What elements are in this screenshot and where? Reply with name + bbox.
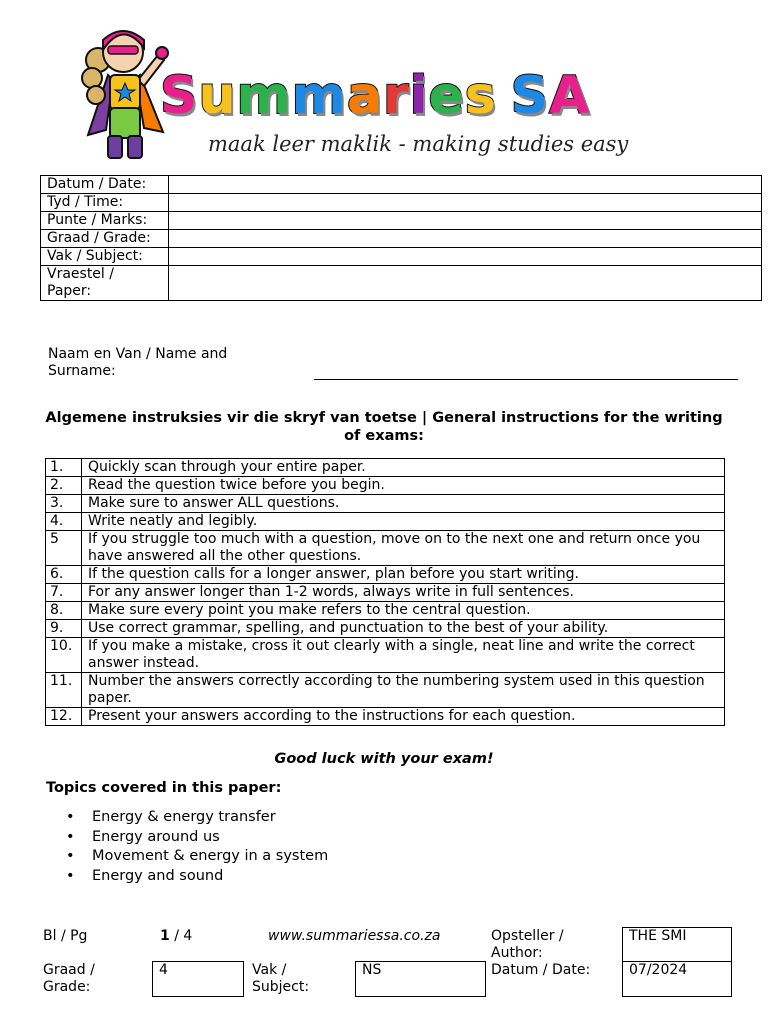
- instruction-text: If the question calls for a longer answer, plan before you start writing.: [82, 566, 725, 584]
- instruction-number: 2.: [46, 477, 82, 495]
- topic-item: • Movement & energy in a system: [66, 847, 328, 867]
- instruction-text: Quickly scan through your entire paper.: [82, 459, 725, 477]
- instruction-text: For any answer longer than 1-2 words, always write in full sentences.: [82, 584, 725, 602]
- details-label: Graad / Grade:: [41, 230, 169, 248]
- details-value-field[interactable]: [169, 176, 762, 194]
- instruction-row: [46, 708, 725, 726]
- page-label: Bl / Pg: [43, 928, 88, 944]
- instruction-number: 7.: [46, 584, 82, 602]
- brand-letter: a: [346, 66, 383, 126]
- brand-letter: S: [510, 66, 550, 126]
- name-line: [314, 379, 738, 380]
- grade-box: 4: [152, 961, 244, 997]
- instruction-number: 9.: [46, 620, 82, 638]
- details-label: Tyd / Time:: [41, 194, 169, 212]
- instruction-row: [46, 566, 725, 584]
- details-row: [41, 248, 762, 266]
- details-value-field[interactable]: [169, 194, 762, 212]
- superhero-mascot-icon: [78, 20, 173, 165]
- details-row: [41, 212, 762, 230]
- date-box: 07/2024: [622, 961, 732, 997]
- subject-box: NS: [355, 961, 486, 997]
- instruction-row: [46, 584, 725, 602]
- instruction-number: 4.: [46, 513, 82, 531]
- instruction-row: [46, 513, 725, 531]
- instruction-number: 3.: [46, 495, 82, 513]
- details-label: Vak / Subject:: [41, 248, 169, 266]
- instruction-row: [46, 602, 725, 620]
- instruction-number: 11.: [46, 673, 82, 708]
- instruction-text: If you make a mistake, cross it out clearly with a single, neat line and write the correct answer instead.: [82, 638, 725, 673]
- instruction-text: Use correct grammar, spelling, and punctuation to the best of your ability.: [82, 620, 725, 638]
- brand-letter: m: [236, 66, 292, 126]
- details-label: Punte / Marks:: [41, 212, 169, 230]
- website-link[interactable]: www.summariessa.co.za: [268, 928, 441, 944]
- page-total: / 4: [174, 928, 193, 944]
- instruction-row: [46, 495, 725, 513]
- details-value-field[interactable]: [169, 248, 762, 266]
- instruction-row: [46, 459, 725, 477]
- instruction-row: [46, 477, 725, 495]
- author-label: Opsteller / Author:: [491, 928, 564, 961]
- brand-letter: i: [409, 66, 429, 126]
- instruction-text: Number the answers correctly according to the numbering system used in this question paper.: [82, 673, 725, 708]
- brand-letter: m: [291, 66, 347, 126]
- instruction-text: Present your answers according to the instructions for each question.: [82, 708, 725, 726]
- good-luck-message: Good luck with your exam!: [274, 751, 494, 767]
- instructions-table: [45, 458, 725, 726]
- brand-letter: s: [464, 66, 497, 126]
- grade-label: Graad / Grade:: [43, 962, 95, 995]
- header: [78, 20, 698, 170]
- brand-letter: u: [198, 66, 237, 126]
- topic-item: • Energy and sound: [66, 867, 328, 887]
- brand-logo-text: [160, 66, 591, 126]
- details-row: [41, 194, 762, 212]
- instruction-text: Write neatly and legibly.: [82, 513, 725, 531]
- instruction-number: 1.: [46, 459, 82, 477]
- brand-letter: r: [382, 66, 410, 126]
- details-label: Vraestel / Paper:: [41, 266, 169, 301]
- topic-item: • Energy around us: [66, 828, 328, 848]
- instruction-row: [46, 620, 725, 638]
- instruction-row: [46, 673, 725, 708]
- details-row: [41, 230, 762, 248]
- instruction-number: 8.: [46, 602, 82, 620]
- exam-details-table: [40, 175, 762, 301]
- name-label: Naam en Van / Name and Surname:: [48, 346, 228, 379]
- instruction-text: Make sure every point you make refers to the central question.: [82, 602, 725, 620]
- author-box: THE SMI: [622, 927, 732, 962]
- page-current: 1: [160, 928, 170, 944]
- instruction-text: Make sure to answer ALL questions.: [82, 495, 725, 513]
- subject-label: Vak / Subject:: [252, 962, 310, 995]
- topics-list: [66, 808, 328, 887]
- topics-title: Topics covered in this paper:: [46, 780, 282, 796]
- instruction-row: [46, 638, 725, 673]
- details-value-field[interactable]: [169, 212, 762, 230]
- instructions-heading: Algemene instruksies vir die skryf van toetse | General instructions for the writing of exams:: [45, 410, 723, 444]
- instruction-number: 10.: [46, 638, 82, 673]
- instruction-text: If you struggle too much with a question, move on to the next one and return once you have answered all the other questions.: [82, 531, 725, 566]
- tagline: maak leer maklik - making studies easy: [208, 132, 629, 156]
- details-row: [41, 176, 762, 194]
- instruction-number: 5: [46, 531, 82, 566]
- brand-letter: S: [160, 66, 199, 126]
- brand-letter: e: [428, 66, 465, 126]
- instruction-number: 12.: [46, 708, 82, 726]
- date-label: Datum / Date:: [491, 962, 591, 978]
- brand-letter: A: [549, 66, 591, 126]
- details-value-field[interactable]: [169, 266, 762, 301]
- instruction-number: 6.: [46, 566, 82, 584]
- details-value-field[interactable]: [169, 230, 762, 248]
- instruction-row: [46, 531, 725, 566]
- page-number: [160, 928, 192, 945]
- instruction-text: Read the question twice before you begin.: [82, 477, 725, 495]
- details-row: [41, 266, 762, 301]
- details-label: Datum / Date:: [41, 176, 169, 194]
- topic-item: • Energy & energy transfer: [66, 808, 328, 828]
